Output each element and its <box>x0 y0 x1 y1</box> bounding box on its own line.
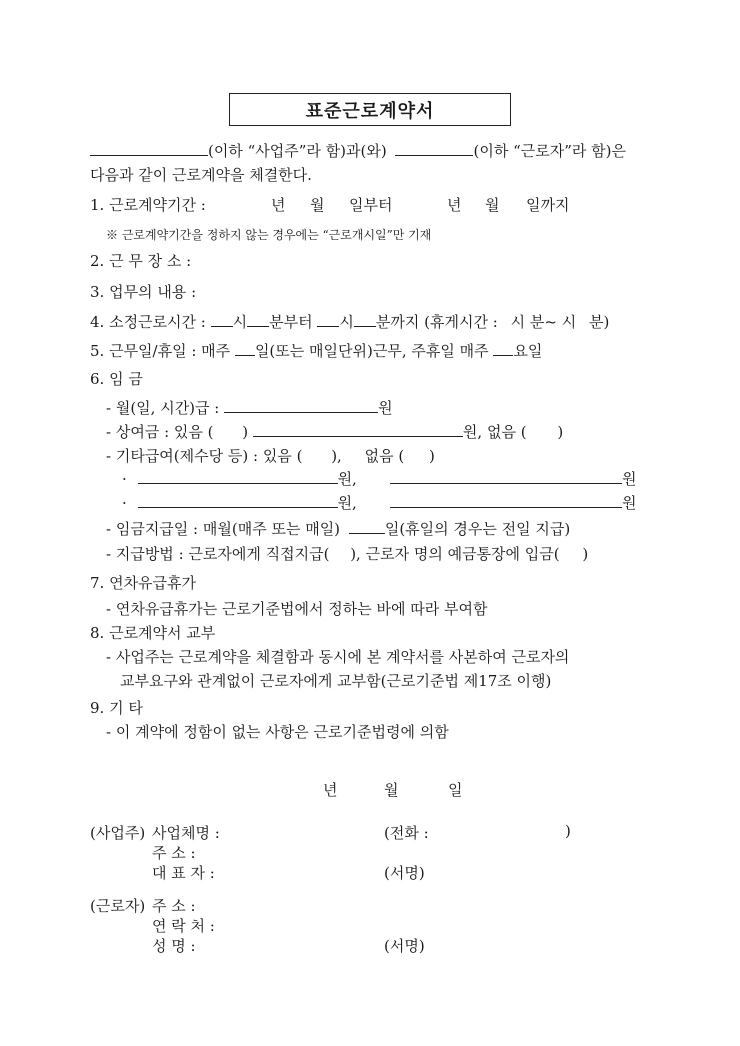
break-time-label: (휴게시간 : <box>424 313 498 331</box>
start-hour-unit: 시 <box>232 313 248 331</box>
bonus-won: 원, <box>462 423 483 441</box>
phone-close: ) <box>565 822 571 840</box>
other-text: - 이 계약에 정함이 없는 사항은 근로기준법령에 의함 <box>106 723 449 741</box>
employer-name-blank[interactable] <box>90 141 208 156</box>
won-comma: 원, <box>337 494 357 512</box>
worker-address-label: 주 소 : <box>152 897 196 915</box>
employer-sign: (서명) <box>384 864 425 882</box>
item-contract-period <box>90 194 206 215</box>
bonus-row <box>106 421 563 442</box>
item-working-hours <box>90 311 609 332</box>
other-pay-label: - 기타급여(제수당 등) : 있음 ( <box>106 447 303 465</box>
contract-delivery-text-2: 교부요구와 관계없이 근로자에게 교부함(근로기준법 제17조 이행) <box>120 672 552 690</box>
other-pay-line-4 <box>390 492 637 513</box>
end-min-blank[interactable] <box>354 312 376 327</box>
other-pay-line-1 <box>122 468 357 489</box>
bonus-close: ) <box>242 423 249 441</box>
pay-day-blank[interactable] <box>349 519 385 534</box>
item-contract-delivery: 8. 근로계약서 교부 <box>90 624 216 642</box>
month-from: 월 <box>310 196 325 214</box>
bullet: · <box>122 494 127 512</box>
pay-method-mid: ), 근로자 명의 예금통장에 입금( <box>350 545 560 563</box>
work-days-label: 5. 근무일/휴일 : 매주 <box>90 342 231 360</box>
year-from: 년 <box>271 196 286 214</box>
pay-method-close: ) <box>582 545 589 563</box>
item-job-description: 3. 업무의 내용 : <box>90 283 197 301</box>
pay-day-suffix: 일(휴일의 경우는 전일 지급) <box>384 520 571 538</box>
break-min-1: 분~ <box>529 313 557 331</box>
item-work-place: 2. 근 무 장 소 : <box>90 252 192 270</box>
annual-leave-text: - 연차유급휴가는 근로기준법에서 정하는 바에 따라 부여함 <box>106 600 488 618</box>
work-days-text: 일(또는 매일단위)근무, 주휴일 매주 <box>254 342 489 360</box>
day-from: 일부터 <box>349 196 393 214</box>
other-pay-amount-4[interactable] <box>390 493 622 508</box>
worker-alias: (이하 “근로자”라 함)은 <box>473 142 626 160</box>
worker-name-label: 성 명 : <box>152 937 196 955</box>
other-pay-none-close: ) <box>429 447 435 465</box>
intro-line-1 <box>90 140 626 161</box>
item-annual-leave: 7. 연차유급휴가 <box>90 574 197 592</box>
worker-name-blank[interactable] <box>395 141 473 156</box>
working-hours-label: 4. 소정근로시간 : <box>90 313 206 331</box>
wage-label: - 월(일, 시간)급 : <box>106 399 220 417</box>
representative-label: 대 표 자 : <box>152 864 215 882</box>
employer-address-label: 주 소 : <box>152 844 196 862</box>
company-name-label: 사업체명 : <box>152 824 220 842</box>
pay-method-label: - 지급방법 : 근로자에게 직접지급( <box>106 545 330 563</box>
pay-day-label: - 임금지급일 : 매월(매주 또는 매일) <box>106 520 341 538</box>
contract-delivery-text-1: - 사업주는 근로계약을 체결함과 동시에 본 계약서를 사본하여 근로자의 <box>106 648 570 666</box>
worker-tag: (근로자) <box>90 897 146 915</box>
bonus-none-close: ) <box>557 423 564 441</box>
other-pay-close: ), <box>331 447 342 465</box>
break-hour-1: 시 <box>510 313 526 331</box>
employer-tag: (사업주) <box>90 824 146 842</box>
item-work-days <box>90 340 542 361</box>
other-pay-amount-2[interactable] <box>390 469 622 484</box>
end-min-unit: 분까지 <box>375 313 420 331</box>
other-pay-row <box>106 445 435 466</box>
won-comma: 원, <box>337 470 357 488</box>
other-pay-line-3 <box>122 492 357 513</box>
item-wage: 6. 임 금 <box>90 370 143 388</box>
other-pay-amount-1[interactable] <box>138 469 338 484</box>
contract-period-label: 1. 근로계약기간 : <box>90 196 206 214</box>
intro-line-2: 다음과 같이 근로계약을 체결한다. <box>90 166 312 184</box>
wage-row <box>106 397 393 418</box>
won: 원 <box>622 470 637 488</box>
other-pay-line-2 <box>390 468 637 489</box>
worker-contact-label: 연 락 처 : <box>152 917 215 935</box>
date-day: 일 <box>448 781 463 799</box>
end-hour-blank[interactable] <box>317 312 339 327</box>
break-min-2: 분) <box>588 313 610 331</box>
end-hour-unit: 시 <box>339 313 354 331</box>
weekly-holiday-blank[interactable] <box>493 341 513 356</box>
item-other: 9. 기 타 <box>90 699 143 717</box>
start-min-unit: 분부터 <box>269 313 313 331</box>
bonus-none: 없음 ( <box>486 423 527 441</box>
other-pay-none: 없음 ( <box>364 447 405 465</box>
worker-sign: (서명) <box>384 937 425 955</box>
won: 원 <box>622 494 637 512</box>
start-min-blank[interactable] <box>247 312 269 327</box>
work-days-blank[interactable] <box>235 341 255 356</box>
month-to: 월 <box>485 196 500 214</box>
wage-amount-blank[interactable] <box>224 398 378 413</box>
contract-period-note: ※ 근로계약기간을 정하지 않는 경우에는 “근로개시일”만 기재 <box>106 228 432 242</box>
phone-label: (전화 : <box>384 824 429 842</box>
date-month: 월 <box>384 781 399 799</box>
day-to: 일까지 <box>526 196 570 214</box>
bullet: · <box>122 470 127 488</box>
year-to: 년 <box>447 196 462 214</box>
break-hour-2: 시 <box>561 313 577 331</box>
bonus-label: - 상여금 : 있음 ( <box>106 423 214 441</box>
wage-won: 원 <box>378 399 393 417</box>
other-pay-amount-3[interactable] <box>138 493 338 508</box>
date-year: 년 <box>323 781 338 799</box>
start-hour-blank[interactable] <box>211 312 233 327</box>
document-title: 표준근로계약서 <box>229 93 511 126</box>
pay-day-row <box>106 518 570 539</box>
bonus-amount-blank[interactable] <box>253 422 463 437</box>
employer-alias: (이하 “사업주”라 함)과(와) <box>208 142 387 160</box>
weekday-unit: 요일 <box>513 342 543 360</box>
pay-method-row <box>106 543 588 564</box>
